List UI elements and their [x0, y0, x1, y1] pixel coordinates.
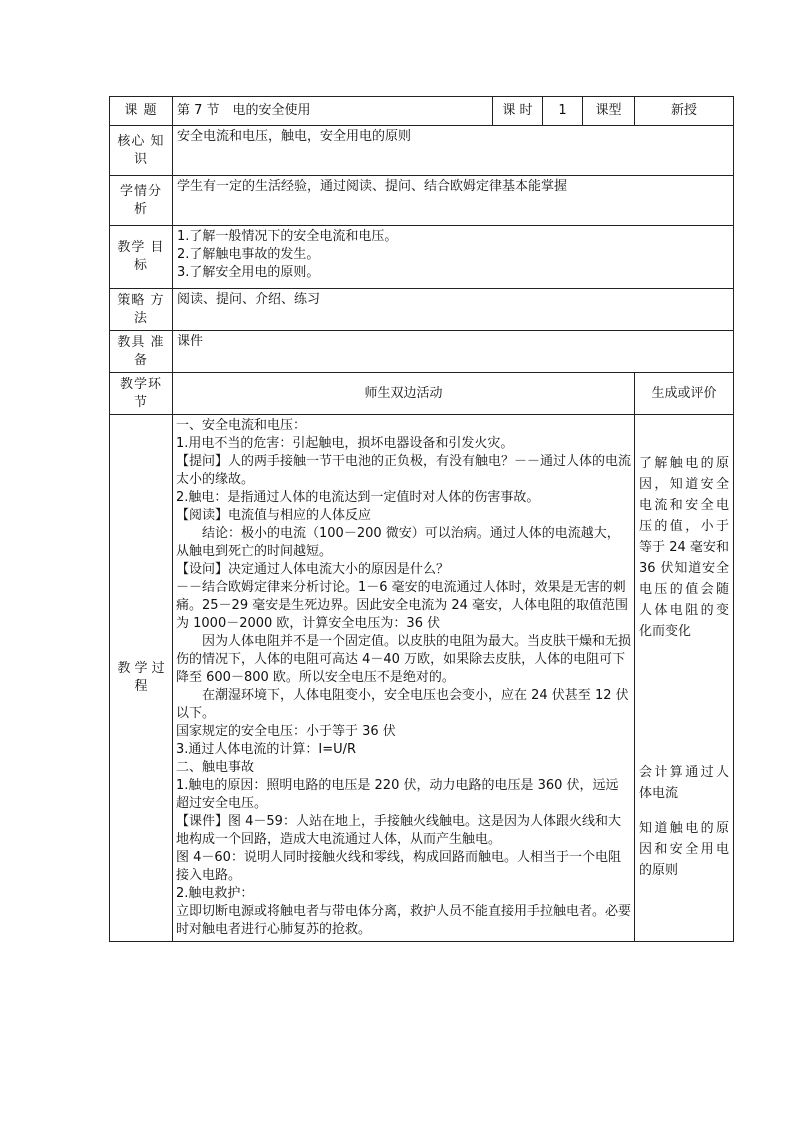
row-course	[110, 97, 734, 126]
strategy-value: 阅读、提问、介绍、练习	[173, 289, 734, 331]
process-line: 【课件】图 4－59：人站在地上，手接触火线触电。这是因为人体跟火线和大地构成一个回路，造成大电流通过人体，从而产生触电。	[176, 814, 621, 847]
process-line: 结论：极小的电流（100－200 微安）可以治病。通过人体的电流越大，从触电到死亡的时间越短。	[176, 526, 620, 559]
process-line: 【阅读】电流值与相应的人体反应	[176, 508, 372, 523]
evaluation-item: 了解触电的原因，知道安全电流和安全电压的值，小于等于 24 毫安和 36 伏知道安全电压的值会随人体电阻的变化而变化	[639, 456, 729, 639]
evaluation-content	[635, 415, 734, 942]
process-line: 二、触电事故	[176, 760, 255, 775]
strategy-label: 策略 方法	[110, 289, 173, 331]
process-line: 在潮湿环境下，人体电阻变小，安全电压也会变小，应在 24 伏甚至 12 伏以下。	[176, 688, 629, 721]
process-content	[173, 415, 635, 942]
goal-item: 3.了解安全用电的原则。	[177, 265, 320, 280]
process-line: 2.触电救护：	[176, 886, 254, 901]
goal-item: 2.了解触电事故的发生。	[177, 247, 320, 262]
evaluation-item: 知道触电的原因和安全用电的原则	[639, 821, 729, 878]
tools-label: 教具 准备	[110, 331, 173, 373]
process-line: 1.用电不当的危害：引起触电，损坏电器设备和引发火灾。	[176, 436, 514, 451]
evaluation-item: 会计算通过人体电流	[639, 765, 729, 801]
course-title: 第 7 节 电的安全使用	[173, 97, 493, 126]
activity-header: 师生双边活动	[173, 373, 635, 415]
hours-label: 课 时	[493, 97, 543, 126]
row-process	[110, 415, 734, 942]
goal-item: 1.了解一般情况下的安全电流和电压。	[177, 229, 398, 244]
eval-header: 生成或评价	[635, 373, 734, 415]
core-label: 核心 知识	[110, 126, 173, 176]
process-line: 【设问】决定通过人体电流大小的原因是什么？	[176, 562, 450, 577]
row-core	[110, 126, 734, 176]
lesson-plan-table	[109, 96, 734, 942]
tools-value: 课件	[173, 331, 734, 373]
process-line: 【提问】人的两手接触一节干电池的正负极，有没有触电？－－通过人体的电流太小的缘故。	[176, 454, 632, 487]
row-tools	[110, 331, 734, 373]
process-line: 1.触电的原因：照明电路的电压是 220 伏，动力电路的电压是 360 伏，远远超过安全电压。	[176, 778, 619, 811]
situation-value: 学生有一定的生活经验，通过阅读、提问、结合欧姆定律基本能掌握	[173, 176, 734, 226]
process-line: 一、安全电流和电压：	[176, 418, 307, 433]
steps-label: 教学环节	[110, 373, 173, 415]
process-line: －－结合欧姆定律来分析讨论。1－6 毫安的电流通过人体时，效果是无害的刺痛。25－29 毫安是生死边界。因此安全电流为 24 毫安，人体电阻的取值范围为 1000－2000 欧，计算安全电压为：36 伏	[176, 580, 629, 631]
process-line: 立即切断电源或将触电者与带电体分离，救护人员不能直接用手拉触电者。必要时对触电者进行心肺复苏的抢救。	[176, 904, 632, 937]
goals-value	[173, 226, 734, 289]
process-line: 3.通过人体电流的计算：I=U/R	[176, 742, 357, 757]
process-line: 因为人体电阻并不是一个固定值。以皮肤的电阻为最大。当皮肤干燥和无损伤的情况下，人体的电阻可高达 4－40 万欧，如果除去皮肤，人体的电阻可下降至 600－800 欧。所以安全电压不是绝对的。	[176, 634, 632, 685]
row-strategy	[110, 289, 734, 331]
situation-label: 学情分析	[110, 176, 173, 226]
goals-label: 教学 目标	[110, 226, 173, 289]
hours-value: 1	[543, 97, 583, 126]
process-line: 国家规定的安全电压：小于等于 36 伏	[176, 724, 396, 739]
process-line: 图 4－60：说明人同时接触火线和零线，构成回路而触电。人相当于一个电阻接入电路。	[176, 850, 621, 883]
row-goals	[110, 226, 734, 289]
type-value: 新授	[635, 97, 734, 126]
core-value: 安全电流和电压，触电，安全用电的原则	[173, 126, 734, 176]
course-label: 课 题	[110, 97, 173, 126]
type-label: 课型	[583, 97, 635, 126]
row-situation	[110, 176, 734, 226]
process-label: 教 学 过 程	[110, 415, 173, 942]
row-steps	[110, 373, 734, 415]
process-line: 2.触电：是指通过人体的电流达到一定值时对人体的伤害事故。	[176, 490, 540, 505]
